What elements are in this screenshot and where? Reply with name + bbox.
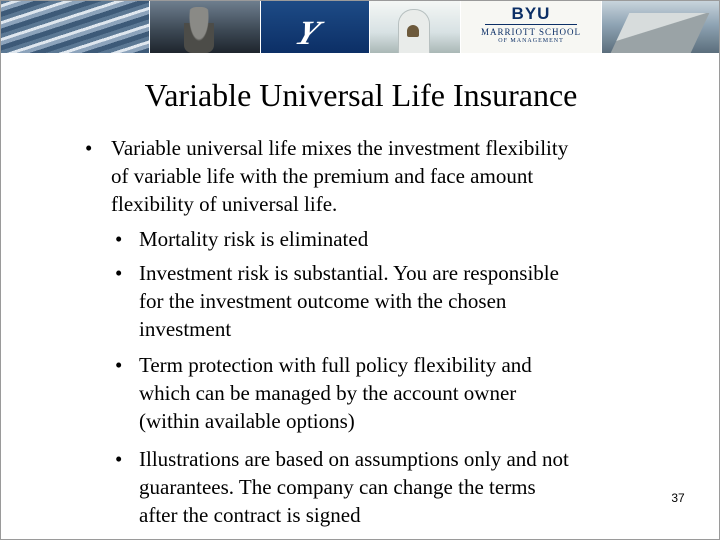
bullet-line: for the investment outcome with the chosen xyxy=(139,289,507,313)
bell-icon xyxy=(407,25,419,37)
byu-marriott-logo xyxy=(461,1,601,53)
slide-title: Variable Universal Life Insurance xyxy=(144,77,578,113)
banner-photo-bell-tower xyxy=(370,1,460,53)
school-name: MARRIOTT SCHOOL xyxy=(480,27,582,37)
bullet-line: investment xyxy=(139,317,232,341)
bullet-line: which can be managed by the account owner xyxy=(139,381,517,405)
page-number: 37 xyxy=(671,491,685,505)
y-logo-icon: Y xyxy=(290,15,325,52)
header-photo-banner xyxy=(1,1,720,53)
bullet-line: Investment risk is substantial. You are responsible xyxy=(139,261,559,285)
bullet-line: guarantees. The company can change the terms xyxy=(139,475,536,499)
bullet-main-text xyxy=(111,134,568,218)
bullet-line: Illustrations are based on assumptions only and not xyxy=(139,447,569,471)
bullet-glyph: • xyxy=(115,447,123,471)
statue-image xyxy=(184,7,214,53)
sub-bullet-text xyxy=(139,445,569,529)
bullet-glyph: • xyxy=(115,227,123,251)
banner-photo-y-mountain xyxy=(261,1,369,53)
bullet-line: of variable life with the premium and face amount xyxy=(111,164,534,188)
bullet-line: Term protection with full policy flexibility and xyxy=(139,353,532,377)
bullet-glyph: • xyxy=(115,353,123,377)
bullet-line: (within available options) xyxy=(139,409,355,433)
banner-photo-building xyxy=(602,1,720,53)
logo-divider xyxy=(485,24,577,25)
sub-bullet-text xyxy=(139,259,559,343)
bullet-line: after the contract is signed xyxy=(139,503,361,527)
bullet-line: Variable universal life mixes the investment flexibility xyxy=(111,136,569,160)
bullet-glyph: • xyxy=(85,136,93,160)
bullet-glyph: • xyxy=(115,261,123,285)
school-subtitle: OF MANAGEMENT xyxy=(498,38,564,44)
byu-logo-text: BYU xyxy=(511,4,551,23)
banner-photo-statue xyxy=(150,1,260,53)
banner-photo-architecture xyxy=(1,1,149,53)
building-image xyxy=(611,13,710,53)
sub-bullet-text xyxy=(139,225,368,253)
bullet-line: Mortality risk is eliminated xyxy=(139,227,369,251)
sub-bullet-text xyxy=(139,351,532,435)
bullet-line: flexibility of universal life. xyxy=(111,192,338,216)
